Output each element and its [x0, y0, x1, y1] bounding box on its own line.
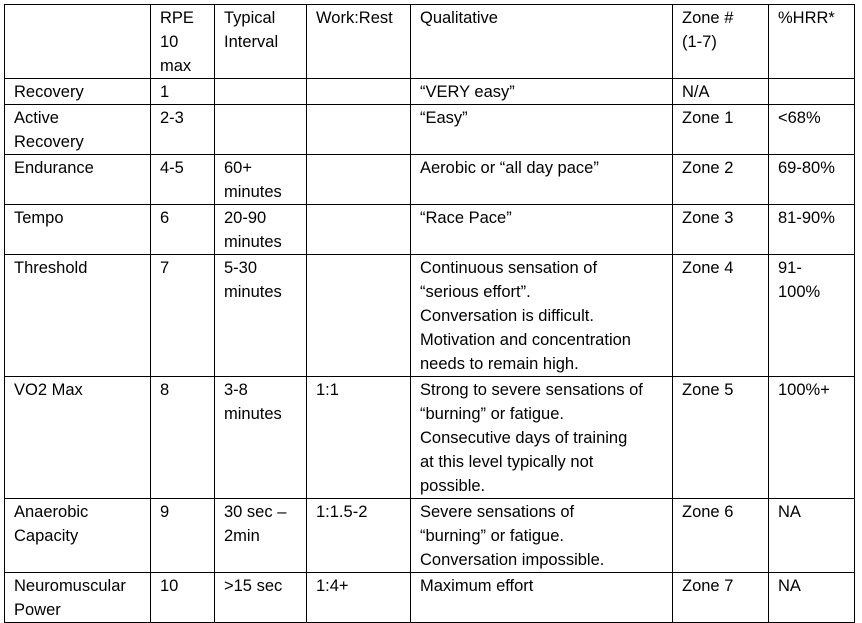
- training-zones-table: [4, 4, 855, 623]
- header-cell-interval: Typical Interval: [215, 5, 307, 79]
- cell-qualitative: Strong to severe sensations of “burning” or fatigue. Consecutive days of training at this level typically not possible.: [411, 377, 673, 499]
- cell-qualitative: Severe sensations of “burning” or fatigue. Conversation impossible.: [411, 499, 673, 573]
- cell-hrr: [769, 79, 855, 105]
- cell-work-rest: [307, 79, 411, 105]
- header-cell-hrr: %HRR*: [769, 5, 855, 79]
- cell-interval: 20-90 minutes: [215, 205, 307, 255]
- cell-hrr: NA: [769, 573, 855, 623]
- table-row-anaerobic-capacity: [5, 499, 855, 573]
- cell-work-rest: 1:1: [307, 377, 411, 499]
- header-cell-work-rest: Work:Rest: [307, 5, 411, 79]
- cell-rpe: 10: [151, 573, 215, 623]
- cell-work-rest: [307, 255, 411, 377]
- cell-qualitative: Maximum effort: [411, 573, 673, 623]
- cell-name: Recovery: [5, 79, 151, 105]
- header-row: [5, 5, 855, 79]
- cell-rpe: 6: [151, 205, 215, 255]
- cell-work-rest: [307, 155, 411, 205]
- cell-rpe: 7: [151, 255, 215, 377]
- cell-zone: Zone 5: [673, 377, 769, 499]
- cell-interval: [215, 79, 307, 105]
- cell-zone: Zone 4: [673, 255, 769, 377]
- cell-name: Endurance: [5, 155, 151, 205]
- cell-work-rest: 1:1.5-2: [307, 499, 411, 573]
- header-cell-qualitative: Qualitative: [411, 5, 673, 79]
- cell-hrr: 100%+: [769, 377, 855, 499]
- table-row-vo2-max: [5, 377, 855, 499]
- cell-interval: [215, 105, 307, 155]
- cell-hrr: NA: [769, 499, 855, 573]
- cell-hrr: 69-80%: [769, 155, 855, 205]
- cell-name: Anaerobic Capacity: [5, 499, 151, 573]
- cell-zone: Zone 1: [673, 105, 769, 155]
- cell-interval: 3-8 minutes: [215, 377, 307, 499]
- header-cell-zone: Zone # (1-7): [673, 5, 769, 79]
- header-cell-name: [5, 5, 151, 79]
- cell-qualitative: “Easy”: [411, 105, 673, 155]
- cell-qualitative: Aerobic or “all day pace”: [411, 155, 673, 205]
- cell-rpe: 8: [151, 377, 215, 499]
- cell-hrr: <68%: [769, 105, 855, 155]
- table-row-tempo: [5, 205, 855, 255]
- cell-name: Neuromuscular Power: [5, 573, 151, 623]
- cell-interval: 5-30 minutes: [215, 255, 307, 377]
- cell-interval: >15 sec: [215, 573, 307, 623]
- cell-name: Active Recovery: [5, 105, 151, 155]
- cell-zone: Zone 2: [673, 155, 769, 205]
- cell-zone: N/A: [673, 79, 769, 105]
- cell-qualitative: “Race Pace”: [411, 205, 673, 255]
- table-row-endurance: [5, 155, 855, 205]
- cell-rpe: 4-5: [151, 155, 215, 205]
- header-cell-rpe: RPE 10 max: [151, 5, 215, 79]
- table-row-recovery: [5, 79, 855, 105]
- table-row-active-recovery: [5, 105, 855, 155]
- cell-rpe: 9: [151, 499, 215, 573]
- cell-work-rest: 1:4+: [307, 573, 411, 623]
- cell-name: Threshold: [5, 255, 151, 377]
- cell-name: Tempo: [5, 205, 151, 255]
- cell-interval: 30 sec – 2min: [215, 499, 307, 573]
- cell-zone: Zone 6: [673, 499, 769, 573]
- cell-name: VO2 Max: [5, 377, 151, 499]
- cell-zone: Zone 3: [673, 205, 769, 255]
- cell-hrr: 91- 100%: [769, 255, 855, 377]
- cell-hrr: 81-90%: [769, 205, 855, 255]
- cell-zone: Zone 7: [673, 573, 769, 623]
- cell-qualitative: Continuous sensation of “serious effort”. Conversation is difficult. Motivation and concentration needs to remain high.: [411, 255, 673, 377]
- cell-work-rest: [307, 105, 411, 155]
- table-row-neuromuscular-power: [5, 573, 855, 623]
- cell-rpe: 1: [151, 79, 215, 105]
- cell-qualitative: “VERY easy”: [411, 79, 673, 105]
- cell-rpe: 2-3: [151, 105, 215, 155]
- table-row-threshold: [5, 255, 855, 377]
- cell-work-rest: [307, 205, 411, 255]
- cell-interval: 60+ minutes: [215, 155, 307, 205]
